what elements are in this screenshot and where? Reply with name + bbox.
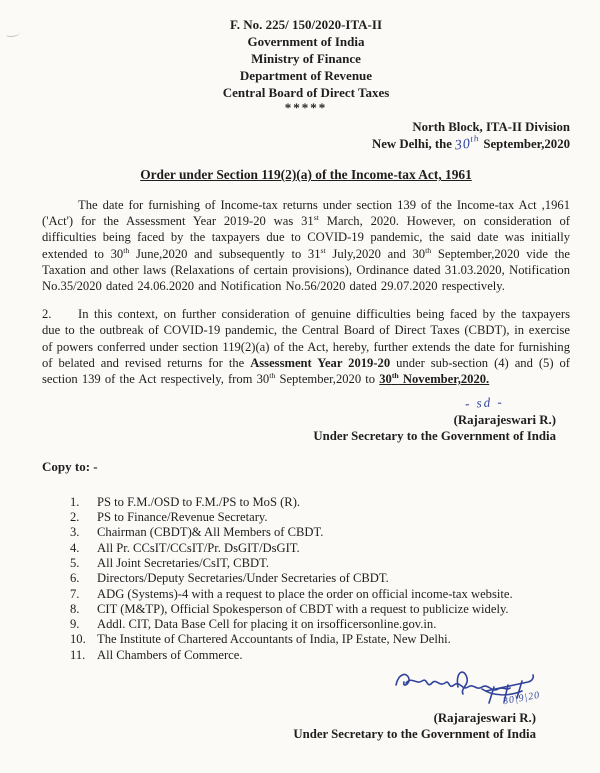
scan-artifact	[6, 30, 20, 37]
signatory-name: (Rajarajeswari R.)	[433, 710, 536, 725]
para1-text: The date for furnishing of Income-tax returns under section 139 of the Income-tax Act ,1961 ('Act') for the Assessment Year 2019-20 was 31	[42, 198, 570, 229]
org-line-board: Central Board of Direct Taxes	[222, 85, 390, 100]
item-text: ADG (Systems)-4 with a request to place the order on official income-tax website.	[97, 586, 513, 601]
item-number: 5.	[70, 555, 80, 570]
copy-to-label: Copy to: -	[42, 458, 98, 474]
para1-text: July,2020 and 30	[325, 246, 426, 261]
para1-text: June,2020 and subsequently to 31	[129, 246, 321, 261]
item-number: 7.	[70, 586, 80, 601]
handwritten-signature	[382, 665, 542, 705]
item-number: 1.	[70, 494, 80, 509]
copy-list-item	[70, 617, 570, 632]
new-deadline-bold-underline	[379, 372, 489, 386]
deadline-day: 30	[379, 372, 392, 387]
superscript: st	[313, 213, 319, 223]
file-number: F. No. 225/ 150/2020-ITA-II	[229, 17, 383, 32]
copy-list-item	[70, 648, 570, 663]
superscript: th	[269, 370, 276, 380]
item-text: Addl. CIT, Data Base Cell for placing it on irsofficersonline.gov.in.	[97, 617, 437, 632]
item-number: 9.	[70, 617, 80, 632]
deadline-month-year: November,2020.	[398, 372, 490, 387]
superscript: th	[123, 245, 130, 255]
item-number: 2.	[70, 510, 80, 525]
opening-paragraph	[42, 197, 570, 294]
order-title: Order under Section 119(2)(a) of the Income-tax Act, 1961	[140, 167, 472, 182]
item-text: PS to Finance/Revenue Secretary.	[97, 510, 268, 525]
division-line: North Block, ITA-II Division	[412, 120, 570, 134]
paragraph-number: 2.	[42, 307, 52, 322]
stars-separator: *****	[284, 100, 328, 115]
copy-list-item	[70, 602, 570, 617]
superscript: th	[425, 245, 432, 255]
para1-text: September,2020 vide the Taxation and other laws (Relaxations of certain provisions), Ordinance dated 31.03.2020, Notification No.35/2020 dated 24.06.2020 and Notification No.56/2020 dated 29.07.2020 respectively.	[42, 246, 571, 294]
item-text: All Joint Secretaries/CsIT, CBDT.	[97, 555, 269, 570]
month-year: September,2020	[483, 136, 570, 151]
place-date-line	[42, 132, 570, 154]
para2-text: under sub-section (4) and (5) of section 139 of the Act respectively, from 30	[42, 355, 570, 387]
signatory-designation: Under Secretary to the Government of India	[293, 727, 536, 741]
item-number: 3.	[70, 525, 80, 540]
copy-list-item	[70, 495, 570, 510]
item-text: All Chambers of Commerce.	[97, 647, 243, 662]
assessment-year-bold: Assessment Year 2019-20	[250, 355, 391, 370]
org-line-ministry: Ministry of Finance	[251, 51, 361, 66]
copy-list-item	[70, 510, 570, 525]
signatory-block-bottom	[42, 665, 570, 743]
letterhead	[42, 16, 570, 101]
extension-paragraph	[42, 306, 570, 387]
item-text: All Pr. CCsIT/CCsIT/Pr. DsGIT/DsGIT.	[97, 540, 300, 555]
item-number: 6.	[70, 571, 80, 586]
para1-text: March, 2020. However, on consideration of difficulties being faced by the taxpayers due to COVID-19 pandemic, the said date was initially extended to 30	[42, 214, 570, 261]
copy-list-item	[70, 556, 570, 571]
copy-list	[42, 495, 570, 663]
copy-list-item	[70, 541, 570, 556]
signatory-name: (Rajarajeswari R.)	[453, 412, 556, 427]
para2-text: In this context, on further consideration of genuine difficulties being faced by the taxpayers due to the outbreak of COVID-19 pandemic, the Central Board of Direct Taxes (CBDT), in exercise of powers conferred under section 119(2)(a) of the Act, hereby, further extends the date for furnishing of belated and revised returns for the	[42, 307, 570, 370]
item-number: 10.	[70, 632, 86, 647]
copy-list-item	[70, 525, 570, 540]
signatory-block-top	[42, 395, 570, 445]
item-text: CIT (M&TP), Official Spokesperson of CBDT with a request to publicize widely.	[97, 601, 509, 616]
org-line-government: Government of India	[247, 34, 365, 49]
item-text: Chairman (CBDT)& All Members of CBDT.	[97, 525, 324, 540]
item-number: 4.	[70, 540, 80, 555]
signatory-designation: Under Secretary to the Government of India	[313, 429, 556, 444]
superscript: th	[391, 370, 399, 380]
dateline	[42, 119, 570, 153]
copy-list-item	[70, 571, 570, 586]
day-ordinal-suffix: th	[469, 132, 480, 144]
copy-list-item	[70, 587, 570, 602]
sd-notation: - sd -	[464, 394, 505, 412]
handwritten-date: 30|9|20	[501, 689, 541, 707]
copy-list-item	[70, 632, 570, 647]
superscript: st	[320, 245, 326, 255]
handwritten-day	[454, 132, 481, 154]
para2-text: September,2020 to	[275, 372, 380, 387]
org-line-department: Department of Revenue	[239, 68, 373, 83]
place-prefix: New Delhi, the	[371, 136, 452, 151]
item-text: PS to F.M./OSD to F.M./PS to MoS (R).	[97, 494, 301, 509]
day-number: 30	[454, 136, 472, 153]
item-text: The Institute of Chartered Accountants of India, IP Estate, New Delhi.	[97, 632, 451, 647]
item-number: 11.	[70, 647, 86, 662]
item-text: Directors/Deputy Secretaries/Under Secretaries of CBDT.	[97, 571, 389, 586]
item-number: 8.	[70, 601, 80, 616]
